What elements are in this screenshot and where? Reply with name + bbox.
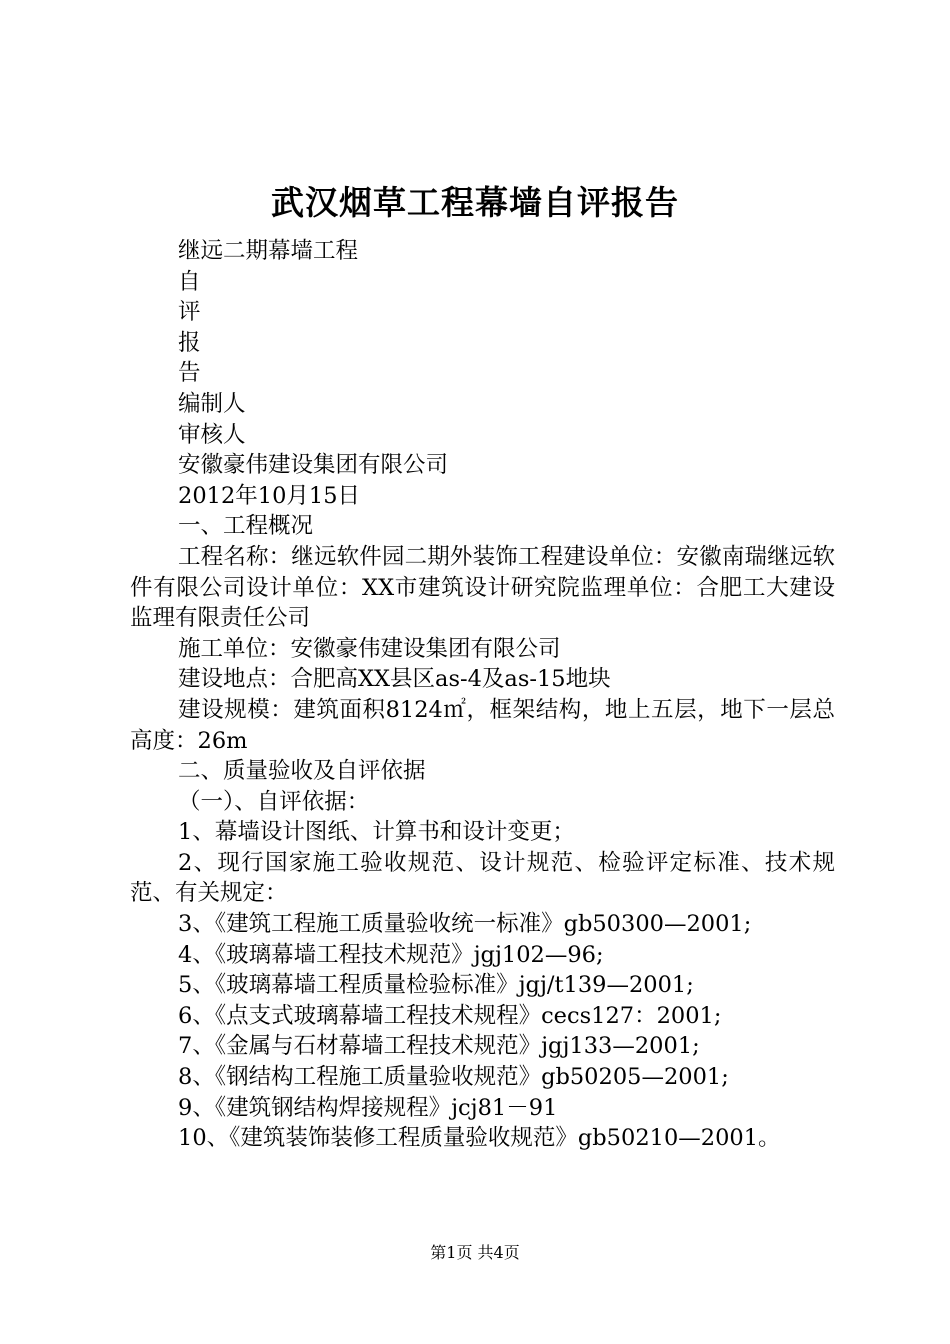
- section1-heading: 一、工程概况: [178, 513, 314, 540]
- cover-company: 安徽豪伟建设集团有限公司: [178, 452, 449, 479]
- basis-item-4: 4、《玻璃幕墙工程技术规范》jgj102—96;: [178, 941, 604, 968]
- section2-heading: 二、质量验收及自评依据: [178, 758, 426, 785]
- section2-subheading: （一）、自评依据：: [178, 788, 370, 815]
- basis-item-10: 10、《建筑装饰装修工程质量验收规范》gb50210—2001。: [178, 1125, 781, 1152]
- cover-title-char-4: 告: [178, 360, 201, 387]
- basis-item-1: 1、幕墙设计图纸、计算书和设计变更；: [178, 819, 575, 846]
- project-overview: 工程名称：继远软件园二期外装饰工程建设单位：安徽南瑞继远软件有限公司设计单位：XX市建筑设计研究院监理单位：合肥工大建设监理有限责任公司: [130, 543, 835, 632]
- cover-title-char-2: 评: [178, 299, 201, 326]
- basis-item-7: 7、《金属与石材幕墙工程技术规范》jgj133—2001;: [178, 1033, 700, 1060]
- construction-scale: 建设规模：建筑面积8124㎡，框架结构，地上五层，地下一层总高度：26m: [130, 696, 835, 754]
- document-body: [130, 236, 835, 1154]
- basis-item-5: 5、《玻璃幕墙工程质量检验标准》jgj/t139—2001;: [178, 972, 694, 999]
- cover-editor-label: 编制人: [178, 390, 246, 417]
- page-footer: 第1页 共4页: [430, 1243, 520, 1262]
- cover-title-char-1: 自: [178, 268, 201, 295]
- basis-item-2: 2、现行国家施工验收规范、设计规范、检验评定标准、技术规范、有关规定：: [130, 849, 835, 907]
- basis-item-8: 8、《钢结构工程施工质量验收规范》gb50205—2001;: [178, 1064, 729, 1091]
- basis-item-9: 9、《建筑钢结构焊接规程》jcj81－91: [178, 1094, 558, 1121]
- basis-item-6: 6、《点支式玻璃幕墙工程技术规程》cecs127：2001;: [178, 1002, 722, 1029]
- cover-title-char-3: 报: [178, 329, 201, 356]
- basis-item-3: 3、《建筑工程施工质量验收统一标准》gb50300—2001;: [178, 911, 752, 938]
- cover-reviewer-label: 审核人: [178, 421, 246, 448]
- cover-date: 2012年10月15日: [178, 482, 361, 509]
- construction-location: 建设地点：合肥高XX县区as-4及as-15地块: [178, 666, 611, 693]
- construction-unit: 施工单位：安徽豪伟建设集团有限公司: [178, 635, 561, 662]
- document-title: 武汉烟草工程幕墙自评报告: [271, 183, 679, 222]
- cover-project: 继远二期幕墙工程: [178, 238, 359, 264]
